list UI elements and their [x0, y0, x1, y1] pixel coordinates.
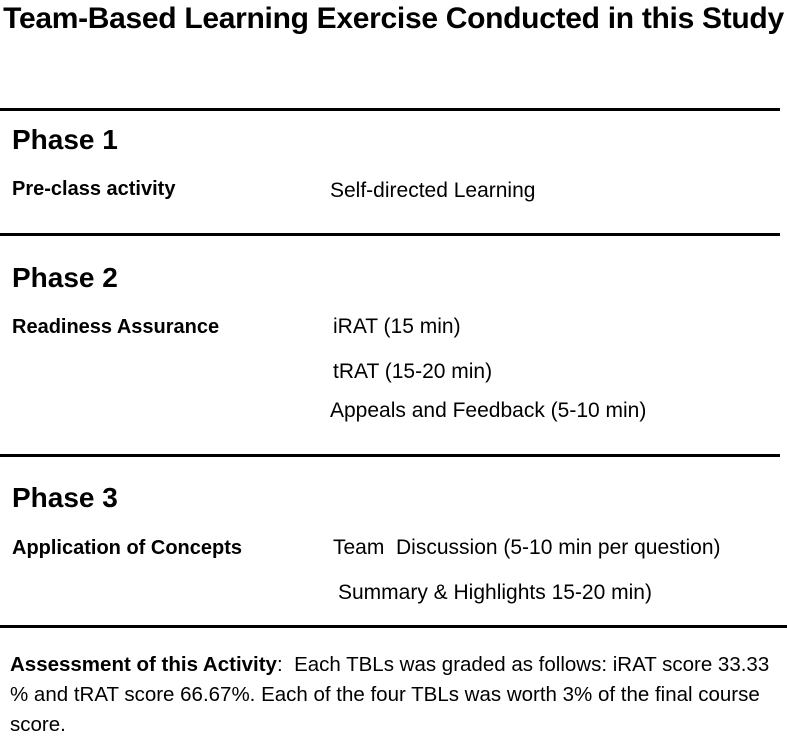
divider	[0, 108, 780, 111]
phase-3-item: Team Discussion (5-10 min per question)	[333, 536, 721, 559]
phase-1-label: Pre-class activity	[12, 178, 176, 200]
divider	[0, 233, 780, 236]
phase-1-item: Self-directed Learning	[330, 179, 536, 202]
phase-2-heading: Phase 2	[12, 262, 118, 293]
assessment-text: Each TBLs was graded as follows: iRAT score 33.33 % and tRAT score 66.67%. Each of the four TBLs was worth 3% of the final course score.	[10, 653, 775, 736]
phase-3-item: Summary & Highlights 15-20 min)	[338, 581, 652, 604]
divider	[0, 454, 780, 457]
phase-3-label: Application of Concepts	[12, 537, 242, 559]
divider	[0, 625, 787, 628]
phase-2-label: Readiness Assurance	[12, 316, 220, 338]
phase-2-item: tRAT (15-20 min)	[333, 360, 493, 383]
figure-title: Team-Based Learning Exercise Conducted in this Study	[3, 2, 784, 35]
phase-3-heading: Phase 3	[12, 482, 118, 513]
assessment-separator: :	[276, 653, 283, 676]
phase-1-heading: Phase 1	[12, 124, 118, 155]
assessment-label: Assessment of this Activity	[10, 653, 277, 676]
phase-2-item: iRAT (15 min)	[333, 315, 461, 338]
assessment-note	[10, 650, 780, 740]
phase-2-item: Appeals and Feedback (5-10 min)	[330, 399, 647, 422]
